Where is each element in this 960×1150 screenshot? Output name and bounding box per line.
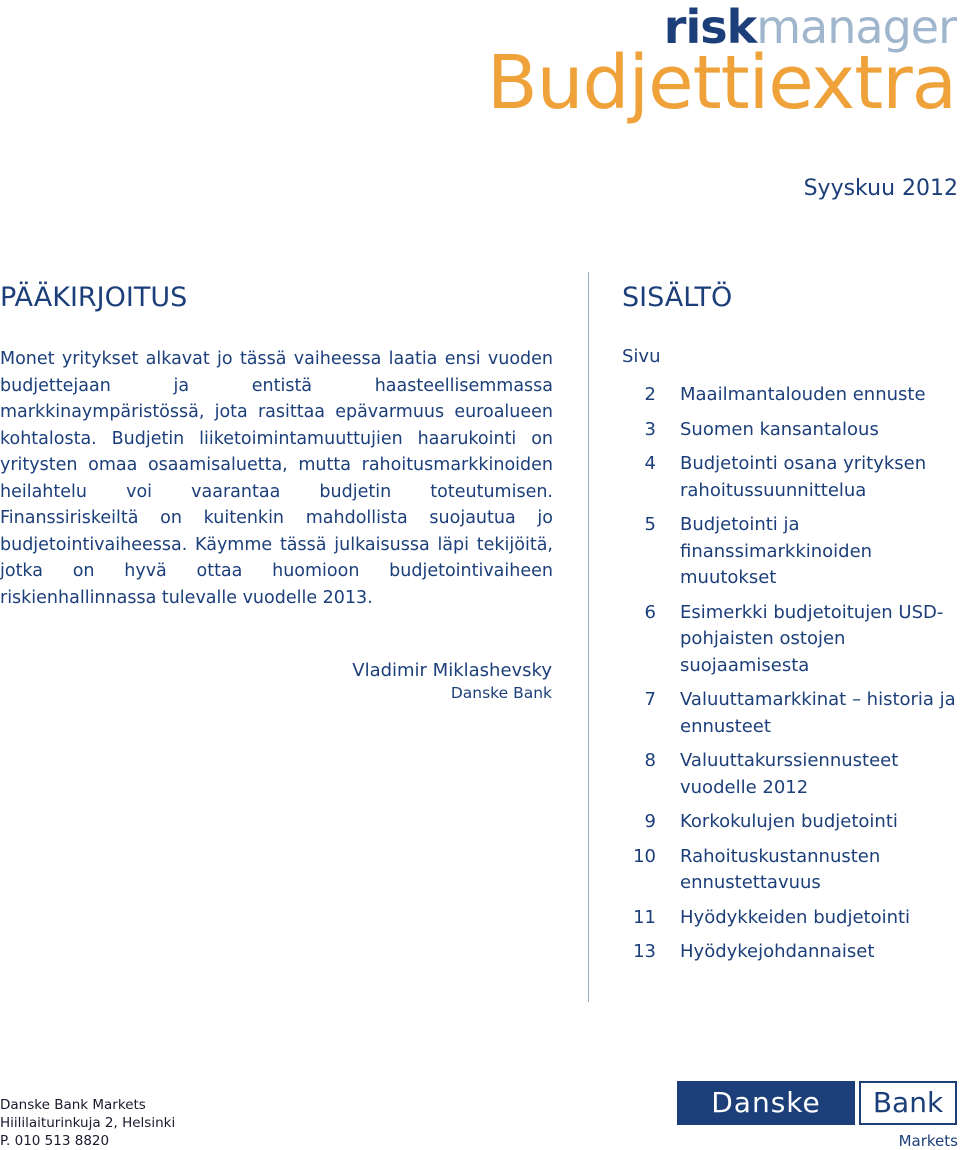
toc-page-number: 7	[644, 689, 656, 710]
toc-title: Korkokulujen budjetointi	[680, 811, 898, 832]
toc-item[interactable]	[622, 451, 958, 504]
editorial-text: Monet yritykset alkavat jo tässä vaiheessa laatia ensi vuoden budjettejaan ja entistä haasteellisemmassa markkinaympäristössä, jota rasittaa epävarmuus euroalueen kohtalosta. Budjetin liiketoimintamuuttujien haarukointi on yritysten omaa osaamisaluetta, mutta rahoitusmarkkinoiden heilahtelu voi vaarantaa budjetin toteutumisen. Finanssiriskeiltä on kuitenkin mahdollista suojautua jo budjetointivaiheessa. Käymme tässä julkaisussa läpi tekijöitä, jotka on hyvä ottaa huomioon budjetointivaiheen riskienhallinnassa tulevalle vuodelle 2013.	[0, 349, 553, 608]
toc-item[interactable]	[622, 939, 958, 966]
column-divider	[588, 272, 589, 1002]
toc-page-number: 10	[633, 845, 656, 867]
toc-page-number: 3	[644, 418, 656, 440]
footer-address	[0, 1096, 175, 1150]
toc-item[interactable]	[622, 687, 958, 740]
toc-item[interactable]	[622, 382, 958, 409]
toc-title: Rahoituskustannusten ennustettavuus	[680, 845, 881, 893]
toc-title: Suomen kansantalous	[680, 418, 879, 440]
editorial-heading: PÄÄKIRJOITUS	[0, 282, 188, 313]
author-name: Vladimir Miklashevsky	[352, 660, 552, 681]
toc-title: Hyödykkeiden budjetointi	[680, 906, 911, 928]
toc-page-number: 4	[644, 453, 656, 474]
toc-page-number: 2	[644, 384, 656, 405]
toc-title: Esimerkki budjetoitujen USD-pohjaisten ostojen suojaamisesta	[680, 601, 944, 676]
editorial-author	[352, 660, 552, 702]
publication-title: Budjettiextra	[486, 40, 956, 126]
toc-page-number: 9	[644, 811, 656, 832]
toc-title: Valuuttamarkkinat – historia ja ennusteet	[680, 689, 956, 737]
toc-page-number: 8	[644, 750, 656, 771]
brand-risk: risk	[663, 0, 757, 54]
logo-markets: Markets	[898, 1132, 958, 1150]
toc-item[interactable]	[622, 512, 958, 592]
danske-bank-logo	[677, 1081, 957, 1125]
toc-page-number: 13	[633, 941, 656, 962]
logo-bank: Bank	[859, 1081, 957, 1125]
toc-page-number: 5	[644, 514, 656, 535]
toc-title: Budjetointi osana yrityksen rahoitussuunnittelua	[680, 453, 927, 501]
logo-danske: Danske	[677, 1081, 855, 1125]
editorial-body	[0, 346, 553, 611]
toc-item[interactable]	[622, 905, 958, 932]
toc-page-number: 11	[633, 906, 656, 928]
toc-title: Budjetointi ja finanssimarkkinoiden muutokset	[680, 514, 873, 588]
toc-item[interactable]	[622, 844, 958, 897]
toc-item[interactable]	[622, 417, 958, 444]
toc-title: Valuuttakurssiennusteet vuodelle 2012	[680, 750, 899, 798]
toc-item[interactable]	[622, 809, 958, 836]
footer-company: Danske Bank Markets	[0, 1097, 146, 1113]
toc-item[interactable]	[622, 600, 958, 680]
issue-date: Syyskuu 2012	[803, 176, 958, 201]
author-organization: Danske Bank	[450, 684, 552, 702]
brand-header	[486, 0, 956, 126]
toc-title: Hyödykejohdannaiset	[680, 941, 875, 962]
footer-phone: P. 010 513 8820	[0, 1133, 110, 1149]
toc-page-number: 6	[644, 601, 656, 623]
brand-manager: manager	[756, 0, 956, 54]
footer-street: Hiililaiturinkuja 2, Helsinki	[0, 1115, 176, 1131]
toc-item[interactable]	[622, 748, 958, 801]
toc-title: Maailmantalouden ennuste	[680, 384, 926, 405]
contents-heading: SISÄLTÖ	[622, 282, 733, 313]
table-of-contents	[622, 382, 958, 974]
page-column-label: Sivu	[622, 346, 661, 367]
